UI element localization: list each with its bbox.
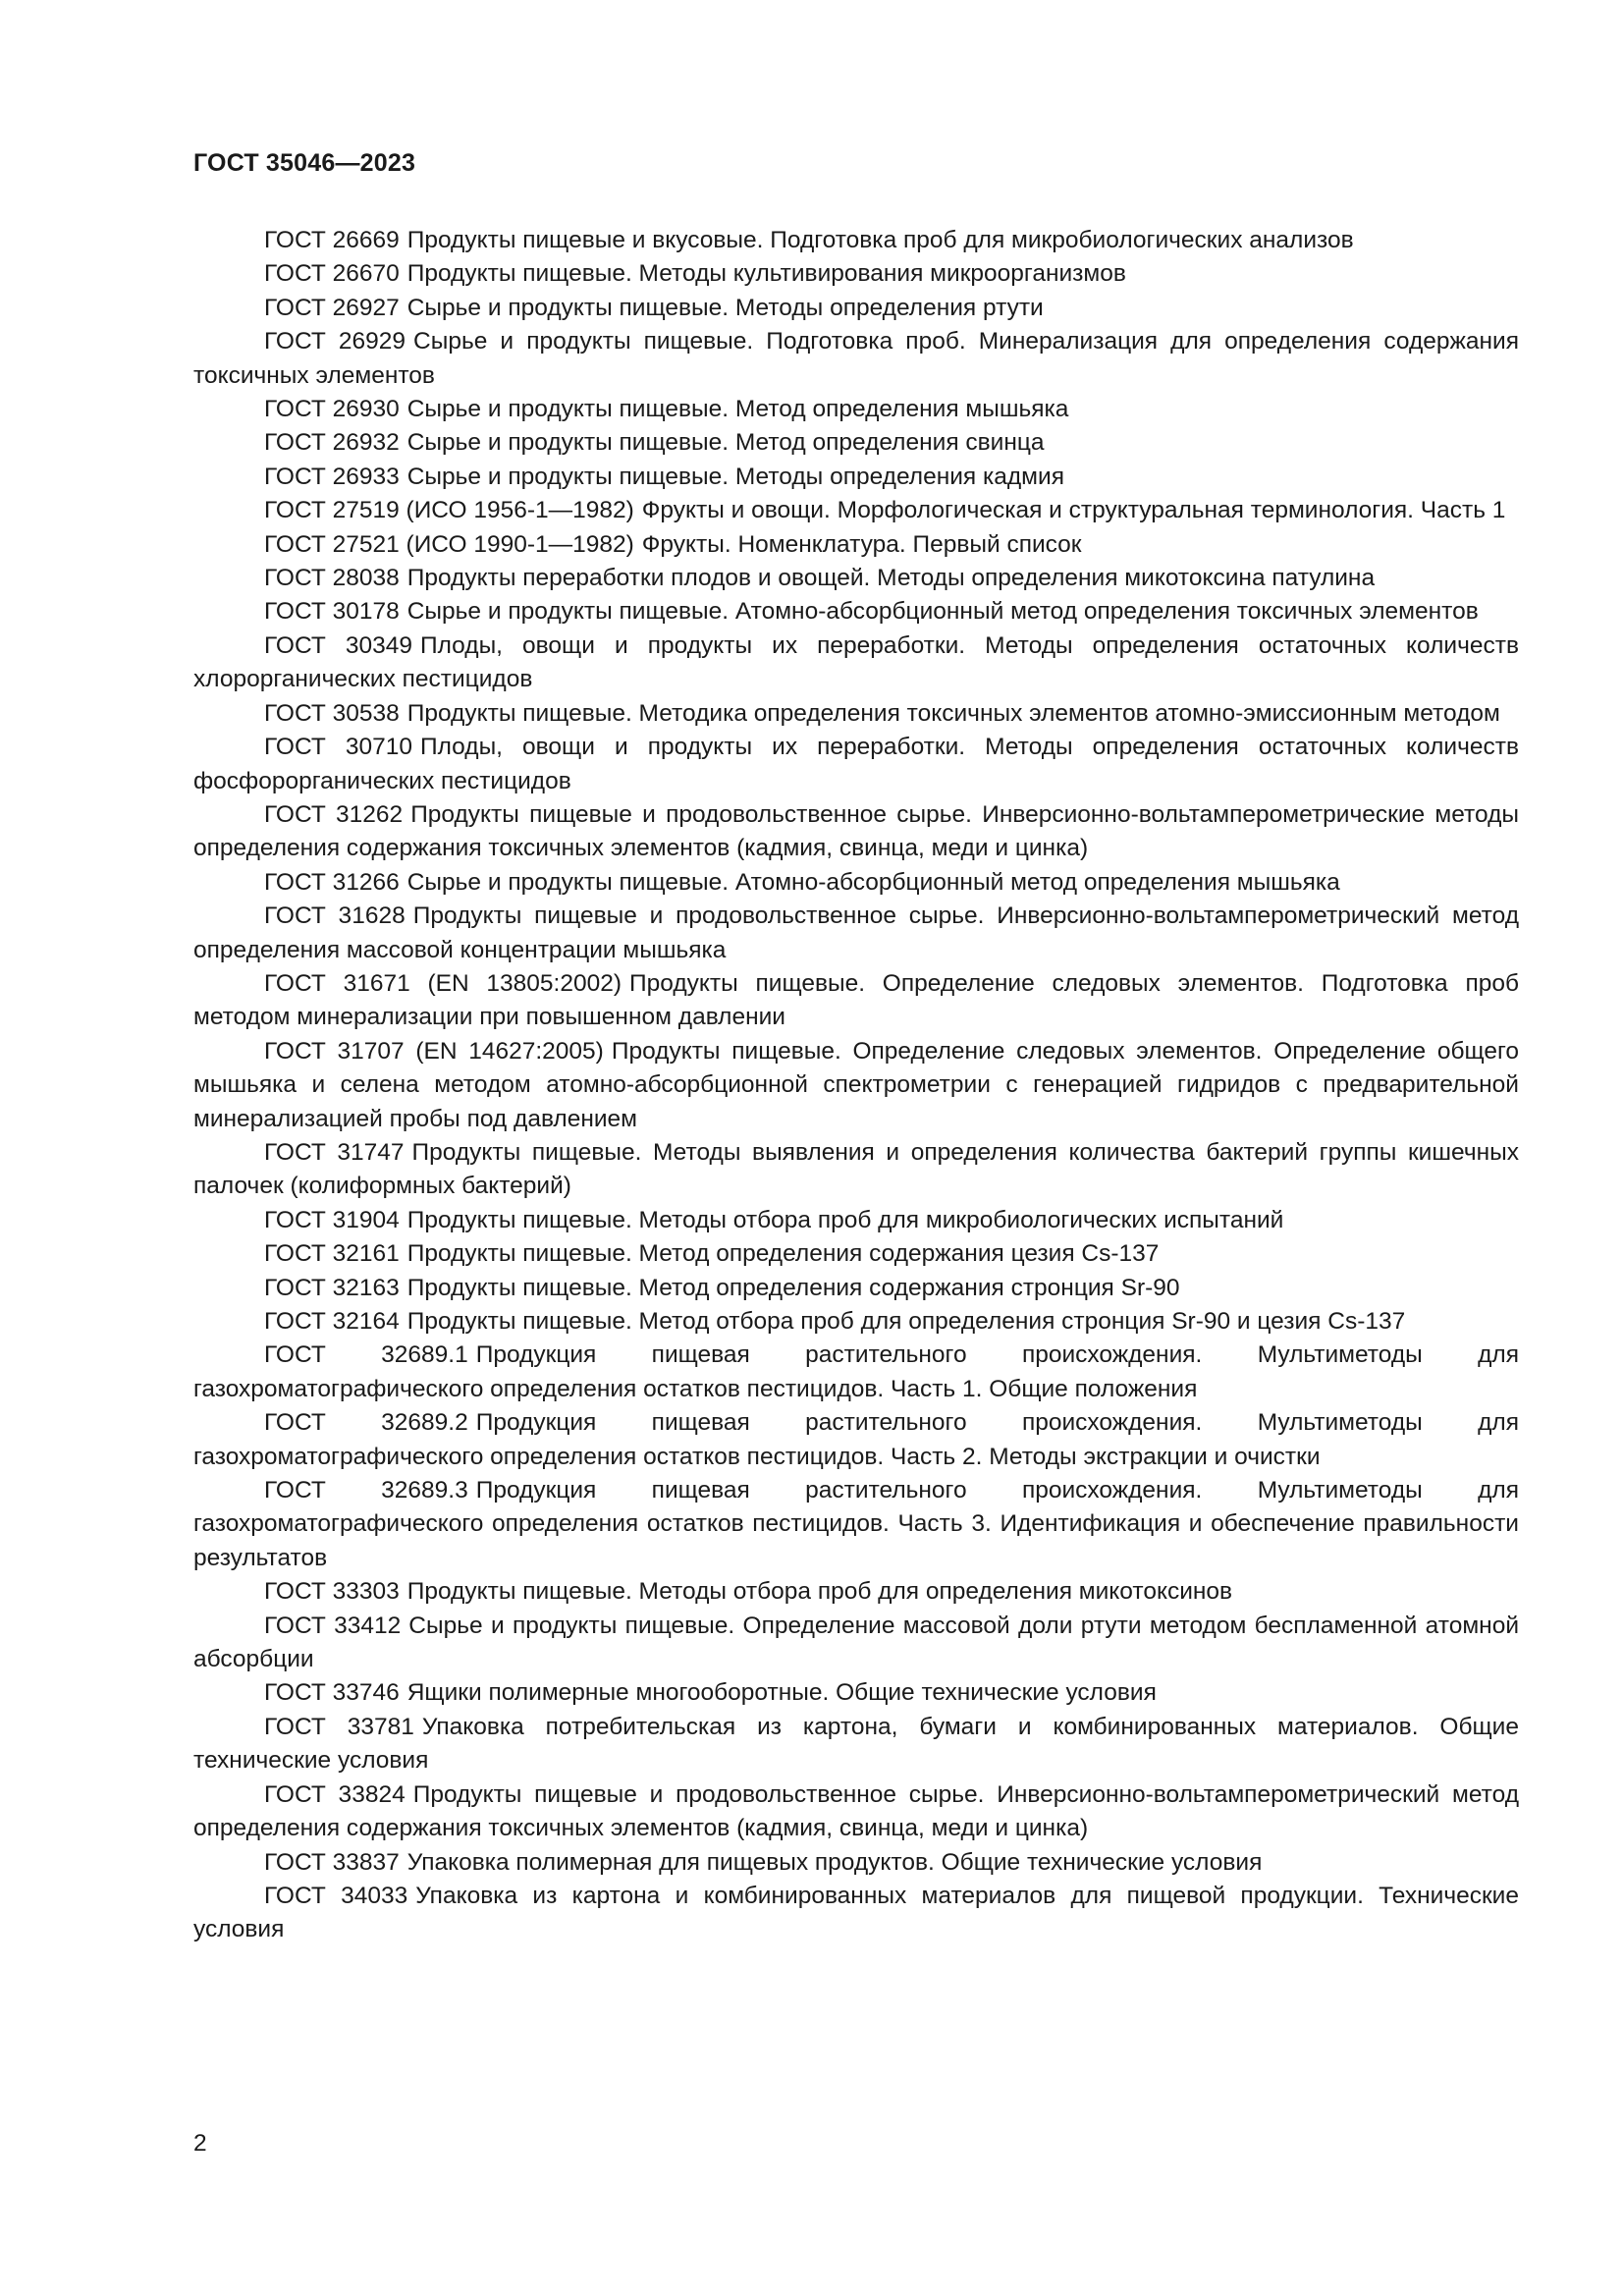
reference-entry [193, 967, 1519, 1035]
reference-title: Упаковка из картона и комбинированных материалов для пищевой продукции. Технические условия [193, 1882, 1519, 1943]
reference-entry [193, 1610, 1519, 1677]
reference-code: ГОСТ 33837 [264, 1848, 400, 1876]
reference-entry [193, 1778, 1519, 1846]
reference-title: Продукты переработки плодов и овощей. Методы определения микотоксина патулина [406, 565, 1376, 592]
reference-title: Сырье и продукты пищевые. Атомно-абсорбционный метод определения мышьяка [406, 868, 1340, 896]
reference-entry [193, 1339, 1519, 1406]
reference-title: Продукты пищевые. Метод определения содержания стронция Sr-90 [406, 1274, 1180, 1301]
document-header: ГОСТ 35046—2023 [193, 149, 416, 177]
reference-code: ГОСТ 32689.1 [264, 1341, 468, 1369]
reference-title: Сырье и продукты пищевые. Метод определения свинца [406, 429, 1045, 457]
normative-references-list [193, 224, 1519, 1947]
reference-title: Сырье и продукты пищевые. Подготовка проб. Минерализация для определения содержания токсичных элементов [193, 328, 1519, 389]
reference-code: ГОСТ 33303 [264, 1578, 400, 1606]
reference-entry [193, 1204, 1519, 1237]
reference-title: Продукты пищевые. Метод отбора проб для определения стронция Sr-90 и цезия Cs-137 [406, 1308, 1406, 1335]
reference-title: Продукты пищевые. Методы культивирования микроорганизмов [406, 260, 1126, 288]
reference-title: Продукты пищевые. Методы выявления и определения количества бактерий группы кишечных палочек (колиформных бактерий) [193, 1138, 1519, 1200]
reference-code: ГОСТ 32689.3 [264, 1477, 468, 1504]
reference-entry [193, 595, 1519, 629]
reference-code: ГОСТ 26669 [264, 227, 400, 253]
reference-title: Продукты пищевые и вкусовые. Подготовка проб для микробиологических анализов [406, 227, 1354, 253]
reference-code: ГОСТ 26670 [264, 260, 400, 288]
reference-title: Продукты пищевые. Методы отбора проб для определения микотоксинов [406, 1578, 1233, 1606]
reference-entry [193, 426, 1519, 460]
reference-title: Сырье и продукты пищевые. Методы определения кадмия [406, 463, 1064, 490]
reference-title: Продукты пищевые. Метод определения содержания цезия Cs-137 [406, 1240, 1160, 1268]
reference-title: Ящики полимерные многооборотные. Общие технические условия [406, 1679, 1157, 1707]
reference-code: ГОСТ 33781 [264, 1713, 414, 1740]
reference-title: Упаковка потребительская из картона, бумаги и комбинированных материалов. Общие технические условия [193, 1713, 1519, 1775]
reference-entry [193, 1035, 1519, 1136]
reference-entry [193, 1305, 1519, 1339]
reference-title: Продукция пищевая растительного происхождения. Мультиметоды для газохроматографического определения остатков пестицидов. Часть 3. Идентификация и обеспечение правильности результатов [193, 1477, 1519, 1571]
reference-entry [193, 325, 1519, 393]
reference-entry [193, 629, 1519, 697]
reference-title: Продукция пищевая растительного происхождения. Мультиметоды для газохроматографического определения остатков пестицидов. Часть 2. Методы экстракции и очистки [193, 1409, 1519, 1470]
reference-entry [193, 697, 1519, 731]
reference-code: ГОСТ 33746 [264, 1679, 400, 1707]
reference-code: ГОСТ 27521 (ИСО 1990-1—1982) [264, 530, 634, 558]
reference-code: ГОСТ 26929 [264, 328, 406, 355]
reference-code: ГОСТ 26927 [264, 294, 400, 321]
reference-entry [193, 1136, 1519, 1204]
reference-title: Плоды, овощи и продукты их переработки. Методы определения остаточных количеств хлорорганических пестицидов [193, 631, 1519, 693]
reference-title: Сырье и продукты пищевые. Атомно-абсорбционный метод определения токсичных элементов [406, 598, 1479, 626]
reference-code: ГОСТ 32163 [264, 1274, 400, 1301]
reference-code: ГОСТ 27519 (ИСО 1956-1—1982) [264, 497, 634, 524]
reference-entry [193, 900, 1519, 967]
reference-entry [193, 461, 1519, 494]
reference-code: ГОСТ 28038 [264, 565, 400, 592]
reference-title: Сырье и продукты пищевые. Методы определения ртути [406, 294, 1044, 321]
reference-title: Сырье и продукты пищевые. Определение массовой доли ртути методом беспламенной атомной абсорбции [193, 1612, 1520, 1673]
reference-entry [193, 1406, 1519, 1474]
reference-code: ГОСТ 26932 [264, 429, 400, 457]
reference-title: Продукты пищевые. Определение следовых элементов. Определение общего мышьяка и селена методом атомно-абсорбционной спектрометрии с генерацией гидридов с предварительной минерализацией пробы под давлением [193, 1037, 1520, 1132]
reference-entry [193, 224, 1519, 257]
reference-entry [193, 1272, 1519, 1305]
reference-entry [193, 1474, 1519, 1575]
reference-entry [193, 562, 1519, 595]
reference-title: Продукты пищевые и продовольственное сырье. Инверсионно-вольтамперометрический метод определения содержания токсичных элементов (кадмия, свинца, меди и цинка) [193, 1780, 1520, 1842]
reference-code: ГОСТ 31904 [264, 1206, 400, 1233]
reference-title: Плоды, овощи и продукты их переработки. Методы определения остаточных количеств фосфорорганических пестицидов [193, 734, 1519, 794]
reference-entry [193, 866, 1519, 900]
reference-entry [193, 1711, 1519, 1778]
reference-title: Продукты пищевые. Методы отбора проб для микробиологических испытаний [406, 1206, 1284, 1233]
reference-entry [193, 731, 1519, 798]
reference-entry [193, 257, 1519, 291]
reference-title: Упаковка полимерная для пищевых продуктов. Общие технические условия [406, 1848, 1263, 1876]
reference-code: ГОСТ 32689.2 [264, 1409, 468, 1437]
reference-title: Фрукты и овощи. Морфологическая и структуральная терминология. Часть 1 [641, 497, 1506, 524]
reference-code: ГОСТ 26933 [264, 463, 400, 490]
reference-code: ГОСТ 32164 [264, 1308, 400, 1335]
reference-entry [193, 1575, 1519, 1609]
reference-entry [193, 494, 1519, 527]
reference-entry [193, 528, 1519, 562]
page-number: 2 [193, 2130, 207, 2157]
reference-code: ГОСТ 30710 [264, 734, 412, 761]
reference-code: ГОСТ 31628 [264, 902, 406, 930]
reference-entry [193, 393, 1519, 426]
reference-title: Продукты пищевые и продовольственное сырье. Инверсионно-вольтамперометрические методы определения содержания токсичных элементов (кадмия, свинца, меди и цинка) [193, 800, 1519, 862]
reference-code: ГОСТ 31707 (EN 14627:2005) [264, 1037, 604, 1065]
reference-code: ГОСТ 33824 [264, 1780, 406, 1808]
reference-code: ГОСТ 30178 [264, 598, 400, 626]
reference-code: ГОСТ 30538 [264, 699, 400, 727]
reference-entry [193, 292, 1519, 325]
reference-code: ГОСТ 31671 (EN 13805:2002) [264, 969, 622, 997]
reference-title: Фрукты. Номенклатура. Первый список [641, 530, 1082, 558]
reference-code: ГОСТ 30349 [264, 631, 412, 659]
reference-title: Продукты пищевые и продовольственное сырье. Инверсионно-вольтамперометрический метод определения массовой концентрации мышьяка [193, 902, 1520, 963]
reference-title: Сырье и продукты пищевые. Метод определения мышьяка [406, 396, 1069, 423]
reference-code: ГОСТ 26930 [264, 396, 400, 423]
reference-title: Продукция пищевая растительного происхождения. Мультиметоды для газохроматографического определения остатков пестицидов. Часть 1. Общие положения [193, 1341, 1519, 1402]
reference-entry [193, 1237, 1519, 1271]
reference-code: ГОСТ 31266 [264, 868, 400, 896]
reference-entry [193, 1676, 1519, 1710]
reference-code: ГОСТ 33412 [264, 1612, 402, 1639]
reference-code: ГОСТ 31262 [264, 800, 404, 828]
reference-title: Продукты пищевые. Определение следовых элементов. Подготовка проб методом минерализации при повышенном давлении [193, 969, 1519, 1031]
reference-code: ГОСТ 31747 [264, 1138, 405, 1166]
reference-code: ГОСТ 32161 [264, 1240, 400, 1268]
reference-entry [193, 1846, 1519, 1880]
reference-entry [193, 1880, 1519, 1947]
reference-code: ГОСТ 34033 [264, 1882, 408, 1909]
reference-entry [193, 798, 1519, 866]
reference-title: Продукты пищевые. Методика определения токсичных элементов атомно-эмиссионным методом [406, 699, 1500, 727]
